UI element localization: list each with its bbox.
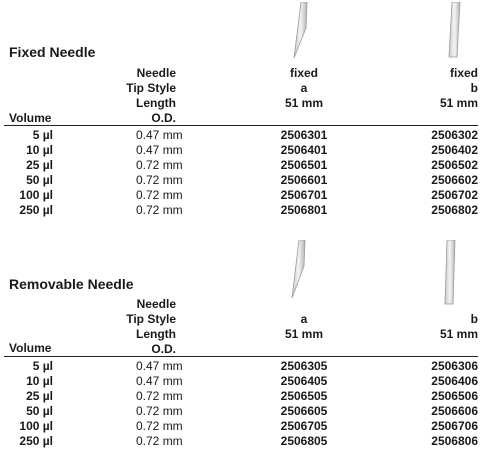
table-body-removable [0, 359, 500, 449]
column-a-length: 51 mm [284, 327, 324, 341]
column-a-header [274, 66, 334, 111]
part-number-a: 2506501 [280, 158, 328, 172]
label-od: O.D. [151, 342, 176, 356]
part-number-a: 2506405 [280, 374, 328, 388]
label-tip-style: Tip Style [126, 81, 176, 95]
od-cell: 0.72 mm [136, 419, 183, 433]
part-number-b: 2506602 [431, 173, 478, 187]
part-number-a: 2506801 [280, 203, 328, 217]
needle-tip-b-icon [440, 2, 470, 62]
volume-cell: 10 µl [26, 374, 53, 388]
column-b-length: 51 mm [439, 96, 478, 110]
part-number-b: 2506706 [431, 419, 478, 433]
od-cell: 0.72 mm [136, 188, 183, 202]
table-row [0, 173, 500, 188]
part-number-b: 2506302 [431, 128, 478, 142]
column-b-header [418, 66, 478, 111]
table-row [0, 374, 500, 389]
part-number-a: 2506601 [280, 173, 328, 187]
od-cell: 0.72 mm [136, 434, 183, 448]
needle-tip-a-icon [284, 2, 314, 62]
column-b-tip: b [470, 312, 478, 326]
part-number-a: 2506305 [280, 359, 328, 373]
table-row [0, 158, 500, 173]
table-row [0, 404, 500, 419]
column-b-header [418, 312, 478, 342]
volume-cell: 250 µl [19, 203, 53, 217]
part-number-b: 2506406 [431, 374, 478, 388]
part-number-b: 2506306 [431, 359, 478, 373]
part-number-a: 2506701 [280, 188, 328, 202]
od-cell: 0.47 mm [136, 143, 183, 157]
column-a-tip: a [300, 81, 308, 95]
volume-header: Volume [9, 111, 52, 125]
section-title-fixed: Fixed Needle [9, 44, 96, 60]
table-body-fixed [0, 128, 500, 218]
volume-cell: 50 µl [26, 404, 53, 418]
part-number-b: 2506802 [431, 203, 478, 217]
od-cell: 0.72 mm [136, 389, 183, 403]
needle-tip-a-icon [282, 240, 312, 300]
label-od: O.D. [151, 111, 176, 125]
label-length: Length [136, 327, 176, 341]
volume-cell: 5 µl [32, 359, 53, 373]
table-row [0, 389, 500, 404]
od-cell: 0.47 mm [136, 128, 183, 142]
volume-cell: 25 µl [26, 158, 53, 172]
part-number-b: 2506702 [431, 188, 478, 202]
header-rule [4, 125, 478, 126]
table-row [0, 143, 500, 158]
volume-cell: 100 µl [19, 188, 53, 202]
label-length: Length [136, 96, 176, 110]
part-number-a: 2506805 [280, 434, 328, 448]
od-cell: 0.72 mm [136, 404, 183, 418]
part-number-b: 2506502 [431, 158, 478, 172]
column-b-length: 51 mm [439, 327, 478, 341]
section-title-removable: Removable Needle [9, 276, 134, 292]
volume-cell: 250 µl [19, 434, 53, 448]
volume-header: Volume [9, 341, 52, 355]
part-number-b: 2506506 [431, 389, 478, 403]
table-row [0, 419, 500, 434]
table-row [0, 203, 500, 218]
table-row [0, 188, 500, 203]
od-cell: 0.47 mm [136, 374, 183, 388]
od-cell: 0.47 mm [136, 359, 183, 373]
part-number-a: 2506505 [280, 389, 328, 403]
label-needle: Needle [136, 297, 176, 311]
column-a-header [274, 312, 334, 342]
volume-cell: 5 µl [32, 128, 53, 142]
label-tip-style: Tip Style [126, 312, 176, 326]
part-number-b: 2506806 [431, 434, 478, 448]
column-b-tip: b [470, 81, 478, 95]
label-column [126, 66, 176, 126]
label-column [126, 297, 176, 357]
volume-cell: 50 µl [26, 173, 53, 187]
od-cell: 0.72 mm [136, 173, 183, 187]
volume-cell: 10 µl [26, 143, 53, 157]
header-rule [4, 356, 478, 357]
column-a-length: 51 mm [284, 96, 324, 110]
part-number-a: 2506605 [280, 404, 328, 418]
part-number-a: 2506301 [280, 128, 328, 142]
od-cell: 0.72 mm [136, 203, 183, 217]
column-a-type: fixed [289, 66, 318, 80]
volume-cell: 100 µl [19, 419, 53, 433]
column-b-type: fixed [449, 66, 478, 80]
table-row [0, 434, 500, 449]
part-number-b: 2506606 [431, 404, 478, 418]
od-cell: 0.72 mm [136, 158, 183, 172]
table-row [0, 359, 500, 374]
part-number-a: 2506705 [280, 419, 328, 433]
part-number-b: 2506402 [431, 143, 478, 157]
volume-cell: 25 µl [26, 389, 53, 403]
column-a-tip: a [300, 312, 308, 326]
part-number-a: 2506401 [280, 143, 328, 157]
needle-tip-b-icon [436, 240, 466, 308]
table-row [0, 128, 500, 143]
label-needle: Needle [136, 66, 176, 80]
